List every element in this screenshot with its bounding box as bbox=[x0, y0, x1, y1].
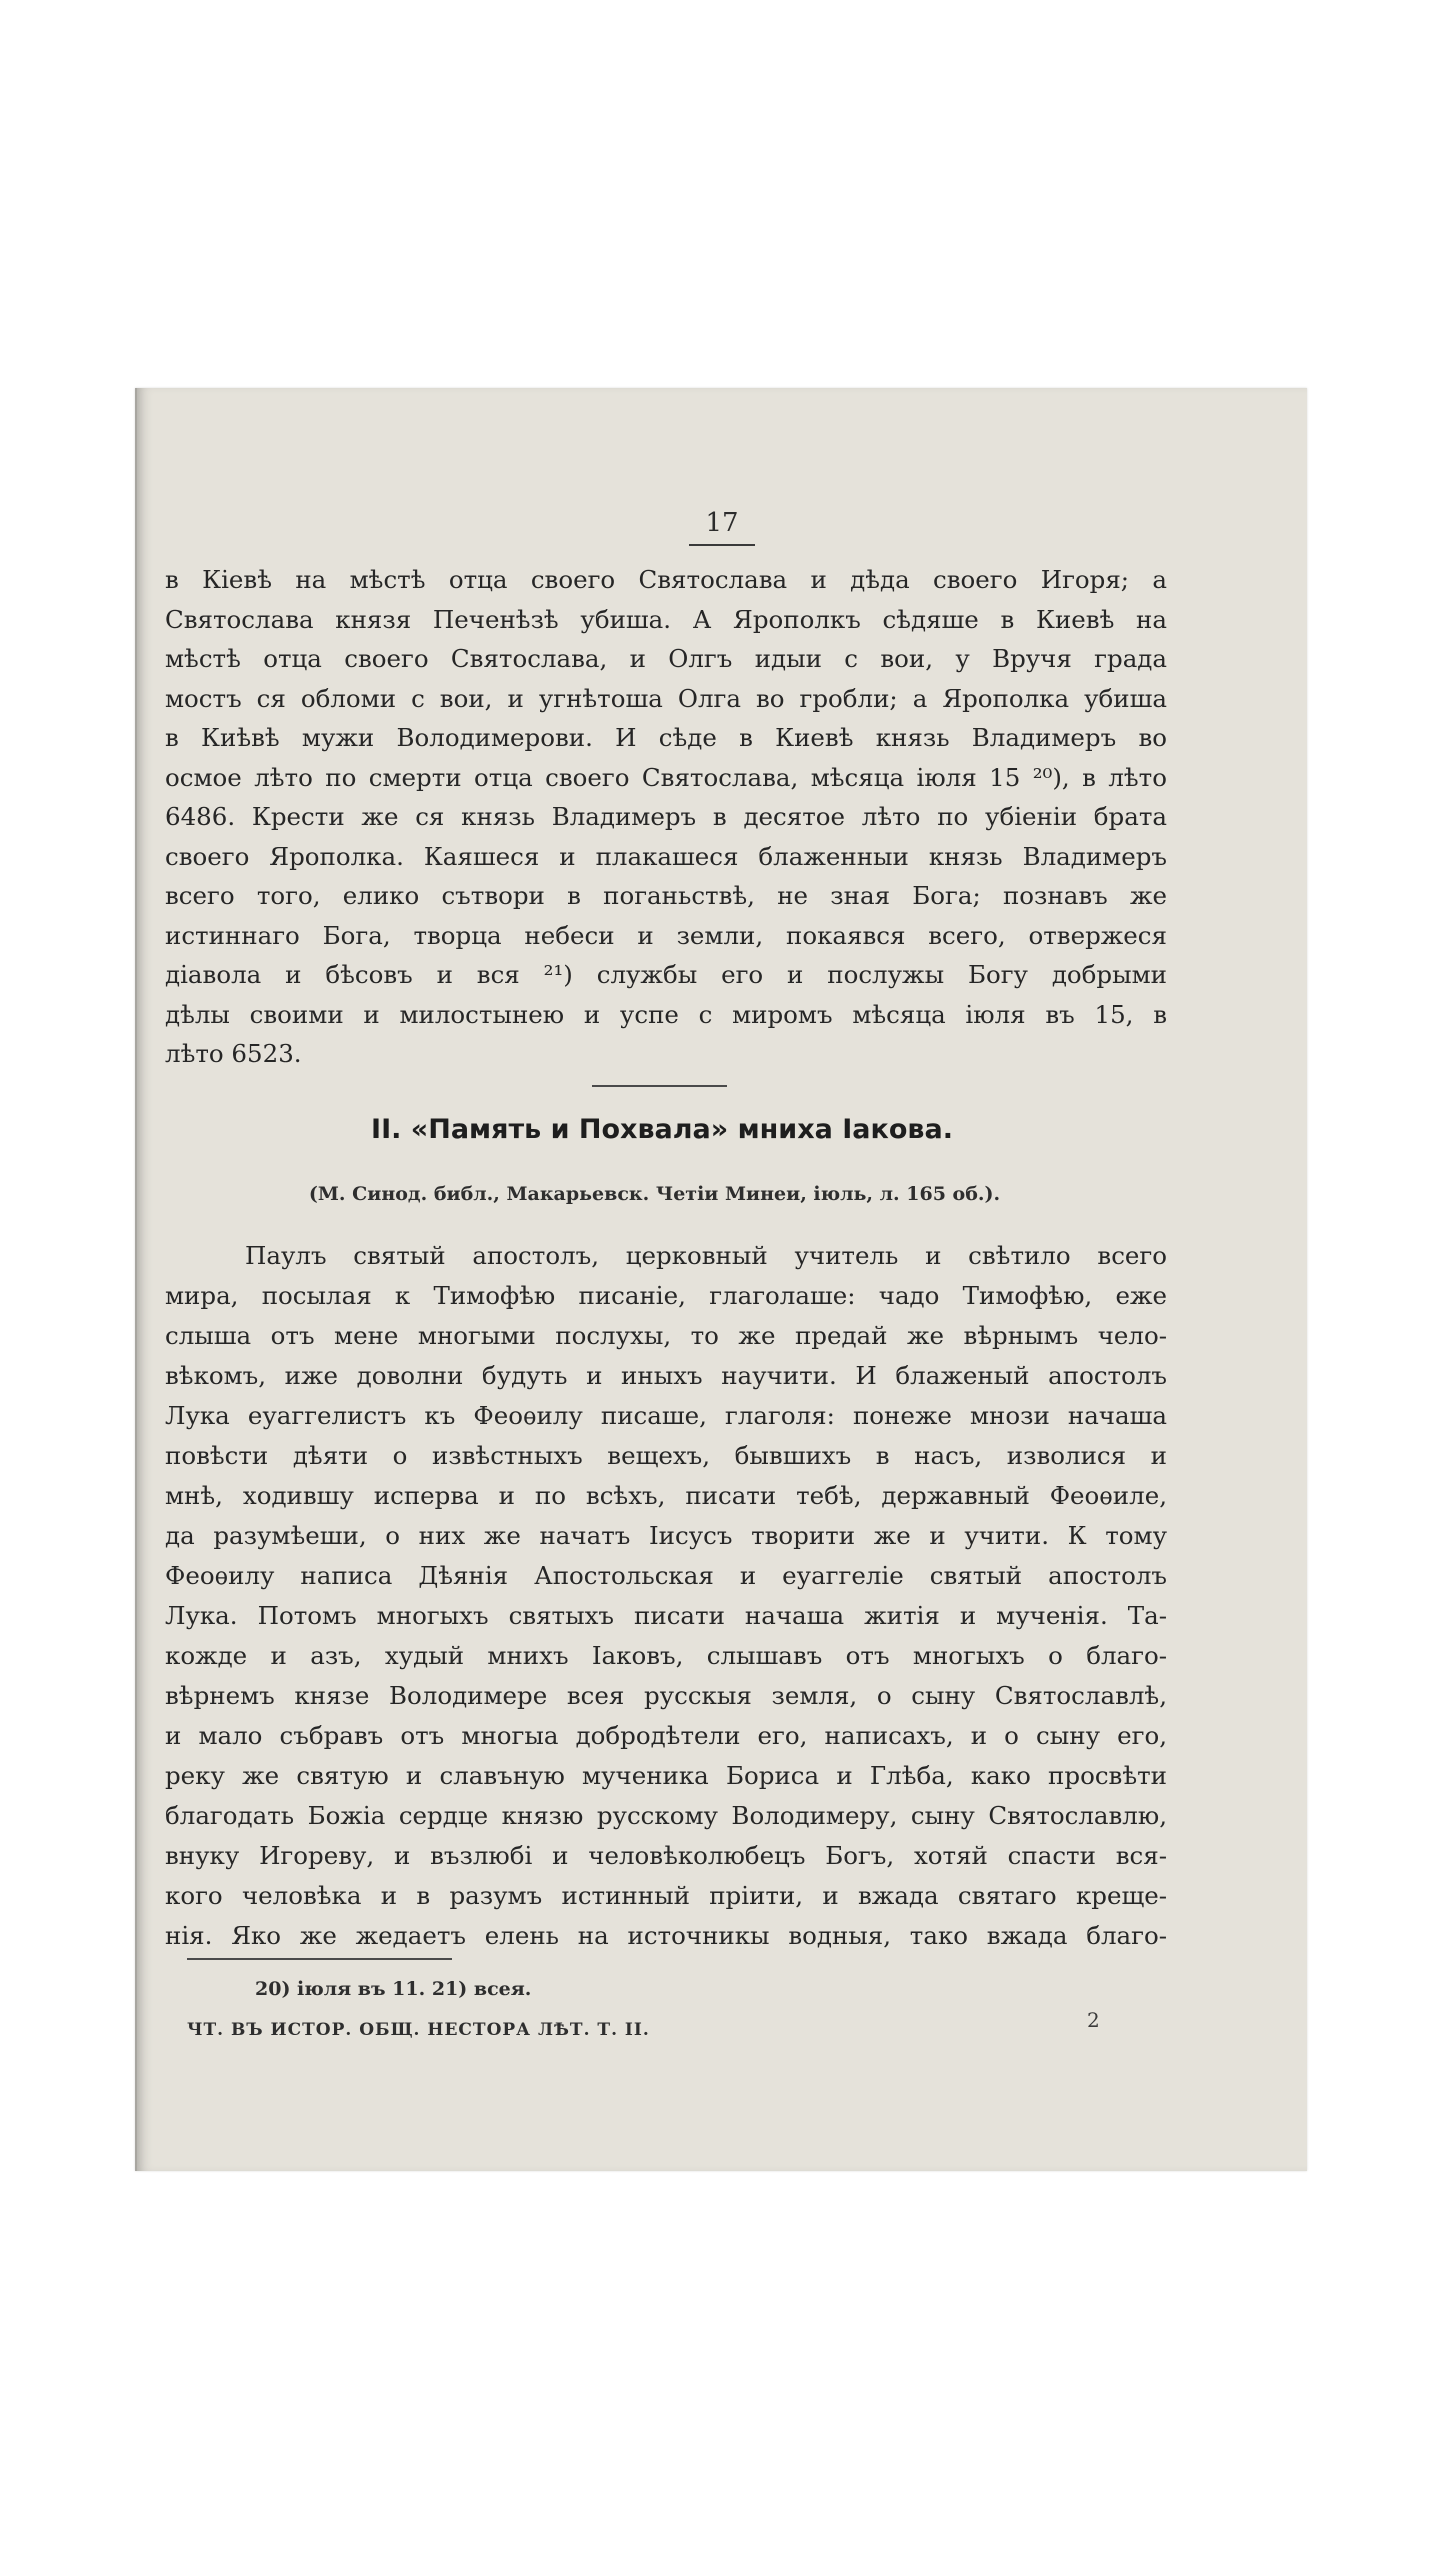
text-line: и мало събравъ отъ многыа добродѣтели его, написахъ, и о сыну его, bbox=[165, 1721, 1167, 1750]
text-line: діавола и бѣсовъ и вся ²¹) службы его и послужы Богу добрыми bbox=[165, 960, 1167, 989]
text-line: в Киѣвѣ мужи Володимерови. И сѣде в Киевѣ князь Владимеръ во bbox=[165, 723, 1167, 752]
text-line: лѣто 6523. bbox=[165, 1039, 302, 1068]
signature-mark: 2 bbox=[1087, 2008, 1100, 2032]
text-line: вѣрнемъ князе Володимере всея русскыя земля, о сыну Святославлѣ, bbox=[165, 1681, 1167, 1710]
text-line: Святослава князя Печенѣзѣ убиша. А Ярополкъ сѣдяше в Киевѣ на bbox=[165, 604, 1167, 634]
text-line: внуку Игореву, и възлюбі и человѣколюбецъ Богъ, хотяй спасти вся- bbox=[165, 1841, 1167, 1870]
section-heading: II. «Память и Похвала» мниха Іакова. bbox=[371, 1114, 953, 1145]
text-line: кожде и азъ, худый мнихъ Іаковъ, слышавъ отъ многыхъ о благо- bbox=[165, 1641, 1167, 1670]
text-line: мостъ ся обломи с вои, и угнѣтоша Олга во гробли; а Ярополка убиша bbox=[165, 683, 1167, 713]
text-line: мѣстѣ отца своего Святослава, и Олгъ идыи с вои, у Вручя града bbox=[165, 644, 1167, 673]
text-line: Лука. Потомъ многыхъ святыхъ писати начаша житія и мученія. Та- bbox=[165, 1601, 1167, 1630]
paragraph-chronicle bbox=[165, 560, 1167, 1074]
text-line: слыша отъ мене многыми послухы, то же предай же вѣрнымъ чело- bbox=[165, 1321, 1167, 1350]
source-citation: (М. Синод. библ., Макарьевск. Четіи Минеи, іюль, л. 165 об.). bbox=[308, 1183, 1001, 1205]
text-line: осмое лѣто по смерти отца своего Святослава, мѣсяца іюля 15 ²⁰), в лѣто bbox=[165, 762, 1167, 792]
paragraph-memory-and-praise bbox=[165, 1236, 1167, 1956]
text-line: Паулъ святый апостолъ, церковный учитель и свѣтило всего bbox=[245, 1241, 1167, 1270]
text-line: в Кіевѣ на мѣстѣ отца своего Святослава и дѣда своего Игоря; а bbox=[165, 565, 1167, 594]
text-line: повѣсти дѣяти о извѣстныхъ вещехъ, бывшихъ в насъ, изволися и bbox=[165, 1441, 1167, 1470]
publication-footer: ЧТ. ВЪ ИСТОР. ОБЩ. НЕСТОРА ЛѢТ. Т. II. bbox=[187, 2020, 650, 2040]
text-line: Феоѳилу написа Дѣянія Апостольская и еуаггеліе святый апостолъ bbox=[165, 1561, 1167, 1590]
book-page bbox=[135, 388, 1307, 2171]
text-line: истиннаго Бога, творца небеси и земли, покаявся всего, отвержеся bbox=[165, 920, 1167, 950]
text-line: дѣлы своими и милостынею и успе с миромъ мѣсяца іюля въ 15, в bbox=[165, 999, 1167, 1029]
text-line: вѣкомъ, иже доволни будуть и иныхъ научити. И блаженый апостолъ bbox=[165, 1361, 1167, 1390]
text-line: да разумѣеши, о них же начатъ Іисусъ творити же и учити. К тому bbox=[165, 1521, 1167, 1550]
text-line: всего того, елико сътвори в поганьствѣ, не зная Бога; познавъ же bbox=[165, 881, 1167, 910]
text-line: своего Ярополка. Каяшеся и плакашеся блаженныи князь Владимеръ bbox=[165, 841, 1167, 871]
section-divider bbox=[592, 1085, 727, 1087]
text-line: нія. Яко же жедаетъ елень на источникы водныя, тако вжада благо- bbox=[165, 1921, 1167, 1950]
footnote: 20) іюля въ 11. 21) всея. bbox=[255, 1978, 532, 2000]
text-line: кого человѣка и в разумъ истинный пріити, и вжада святаго креще- bbox=[165, 1881, 1167, 1910]
text-line: реку же святую и славъную мученика Бориса и Глѣба, како просвѣти bbox=[165, 1761, 1167, 1790]
text-line: Лука еуаггелистъ къ Феоѳилу писаше, глаголя: понеже мнози начаша bbox=[165, 1401, 1167, 1430]
text-line: мира, посылая к Тимофѣю писаніе, глаголаше: чадо Тимофѣю, еже bbox=[165, 1281, 1167, 1310]
text-line: мнѣ, ходившу исперва и по всѣхъ, писати тебѣ, державный Феоѳиле, bbox=[165, 1481, 1167, 1510]
text-line: благодать Божіа сердце князю русскому Володимеру, сыну Святославлю, bbox=[165, 1801, 1167, 1830]
text-line: 6486. Крести же ся князь Владимеръ в десятое лѣто по убіеніи брата bbox=[165, 802, 1167, 831]
footnote-rule bbox=[187, 1958, 452, 1960]
page-number: 17 bbox=[137, 508, 1307, 546]
